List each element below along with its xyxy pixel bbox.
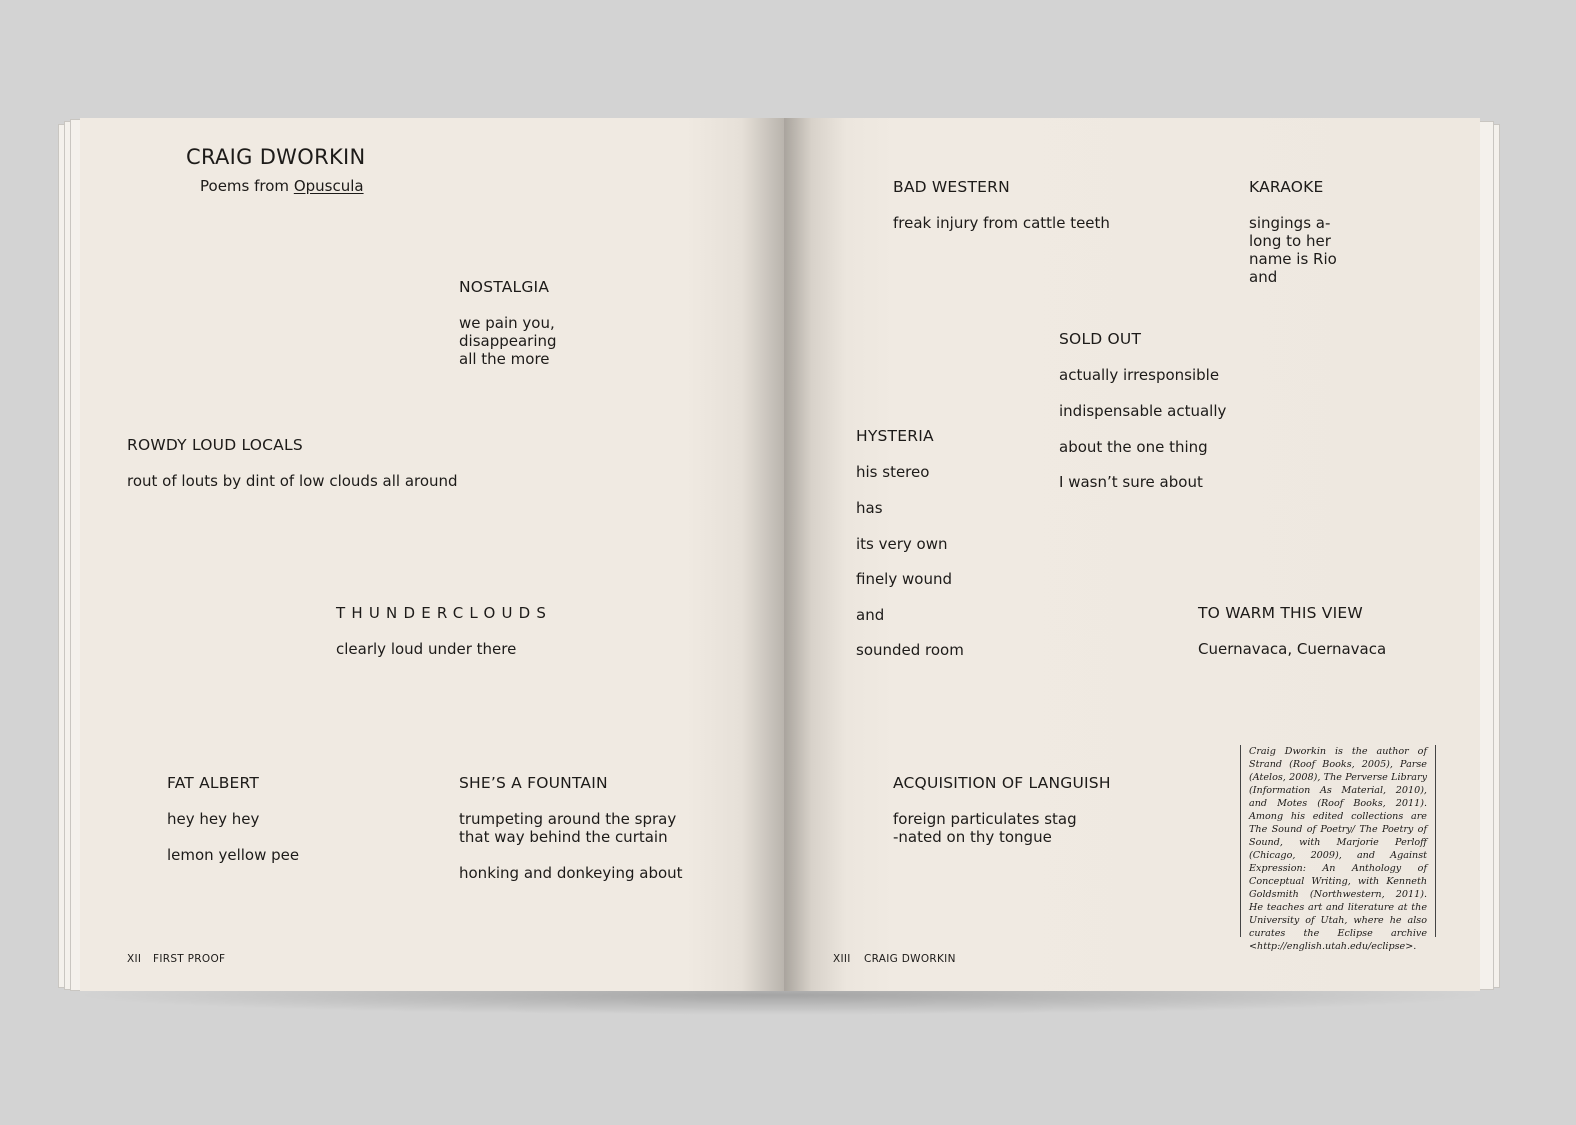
poem-line: -nated on thy tongue <box>893 828 1052 846</box>
poem-line: disappearing <box>459 332 557 350</box>
poem-line: clearly loud under there <box>336 640 517 658</box>
poem-title-thunderclouds: THUNDERCLOUDS <box>336 604 553 622</box>
poem-line: lemon yellow pee <box>167 846 300 864</box>
poem-line: trumpeting around the spray <box>459 810 677 828</box>
subtitle-prefix: Poems from <box>200 177 290 195</box>
poem-line: I wasn’t sure about <box>1059 473 1203 491</box>
poem-title-to-warm-this-view: TO WARM THIS VIEW <box>1198 604 1363 622</box>
poem-line: and <box>856 606 885 624</box>
folio-running-head: CRAIG DWORKIN <box>864 953 956 965</box>
folio-page-number: XIII <box>833 953 851 965</box>
folio-running-head: FIRST PROOF <box>153 953 226 965</box>
subtitle <box>200 177 364 195</box>
poem-line: rout of louts by dint of low clouds all around <box>127 472 458 490</box>
poem-line: its very own <box>856 535 948 553</box>
poem-line: indispensable actually <box>1059 402 1227 420</box>
folio-page-number: XII <box>127 953 142 965</box>
poem-line: we pain you, <box>459 314 555 332</box>
poem-line: sounded room <box>856 641 964 659</box>
author-bio: Craig Dworkin is the author of Strand (Roof Books, 2005), Parse (Atelos, 2008), The Perverse Library (Information As Material, 2010), and Motes (Roof Books, 2011). Among his edited collections are The Sound of Poetry/ The Poetry of Sound, with Marjorie Perloff (Chicago, 2009), and Against Expression: An Anthology of Conceptual Writing, with Kenneth Goldsmith (Northwestern, 2011). He teaches art and literature at the University of Utah, where he also curates the Eclipse archive <http://english.utah.edu/eclipse>. <box>1240 745 1436 937</box>
poem-line: long to her <box>1249 232 1331 250</box>
poem-line: has <box>856 499 883 517</box>
poem-line: his stereo <box>856 463 930 481</box>
poem-line: singings a- <box>1249 214 1331 232</box>
poem-line: name is Rio <box>1249 250 1337 268</box>
poem-title-hysteria: HYSTERIA <box>856 427 934 445</box>
subtitle-book-title: Opuscula <box>293 177 364 195</box>
poem-line: and <box>1249 268 1278 286</box>
poem-line: hey hey hey <box>167 810 260 828</box>
author-name: CRAIG DWORKIN <box>186 145 366 169</box>
poem-line: that way behind the curtain <box>459 828 668 846</box>
poem-title-nostalgia: NOSTALGIA <box>459 278 550 296</box>
poem-title-karaoke: KARAOKE <box>1249 178 1324 196</box>
poem-line: finely wound <box>856 570 952 588</box>
poem-title-sold-out: SOLD OUT <box>1059 330 1142 348</box>
poem-title-fat-albert: FAT ALBERT <box>167 774 260 792</box>
poem-line: all the more <box>459 350 550 368</box>
poem-line: about the one thing <box>1059 438 1208 456</box>
poem-line: Cuernavaca, Cuernavaca <box>1198 640 1387 658</box>
poem-title-shes-a-fountain: SHE’S A FOUNTAIN <box>459 774 608 792</box>
poem-title-bad-western: BAD WESTERN <box>893 178 1010 196</box>
poem-line: actually irresponsible <box>1059 366 1220 384</box>
poem-title-acquisition-of-languish: ACQUISITION OF LANGUISH <box>893 774 1111 792</box>
poem-line: honking and donkeying about <box>459 864 683 882</box>
poem-line: freak injury from cattle teeth <box>893 214 1110 232</box>
poem-line: foreign particulates stag <box>893 810 1077 828</box>
poem-title-rowdy-loud-locals: ROWDY LOUD LOCALS <box>127 436 303 454</box>
